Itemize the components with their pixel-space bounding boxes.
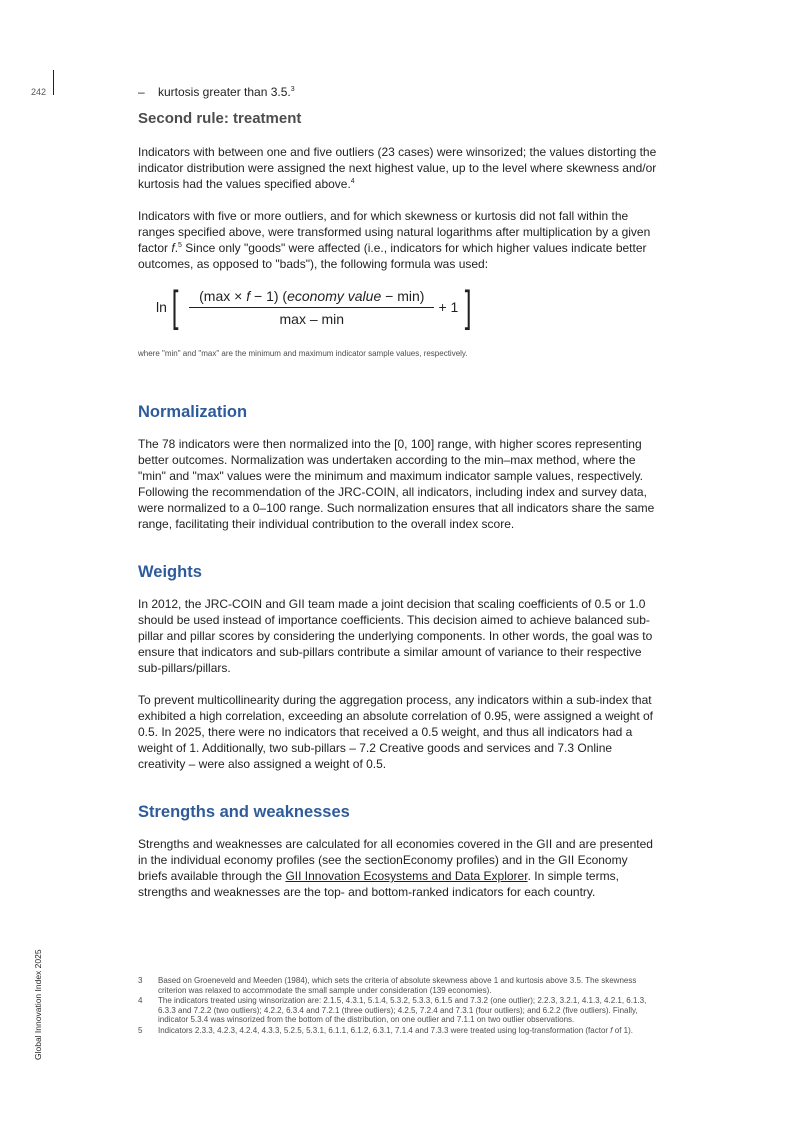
- formula-close-bracket: ]: [465, 282, 472, 331]
- num-part-c: − min): [381, 287, 425, 304]
- footnote-3: [138, 976, 660, 995]
- strengths-paragraph: [138, 836, 660, 900]
- footnote-text: The indicators treated using winsorization are: 2.1.5, 4.3.1, 5.1.4, 5.3.2, 5.3.3, 6.1.5 and 7.3.2 (one outlier); 2.2.3, 3.2.1, 4.1.3, 4.2.1, 6.1.3, 6.3.3 and 7.2.2 (two outliers); 4.2.2, 6.3.4 and 7.2.1 (three outliers); 4.2.5, 7.2.4 and 7.3.1 (four outliers); and 6.2.2 (five outliers). Finally, indicator 5.3.4 was winsorized from the bottom of the distribution, on one outlier and 7.1.1 on two outlier observations.: [158, 996, 647, 1024]
- formula-numerator: [189, 288, 434, 308]
- bullet-kurtosis: [138, 84, 660, 100]
- data-explorer-link[interactable]: GII Innovation Ecosystems and Data Explorer: [285, 869, 528, 883]
- footnote-text: Based on Groeneveld and Meeden (1984), which sets the criteria of absolute skewness above 1 and kurtosis above 3.5. The skewness criterion was relaxed to accommodate the small sample under consideration (139 economies).: [158, 976, 637, 995]
- formula-open-bracket: [: [171, 282, 179, 331]
- bullet-text-content: kurtosis greater than 3.5.: [158, 85, 291, 99]
- weights-heading: Weights: [138, 563, 202, 581]
- footnote-number: 4: [138, 996, 143, 1005]
- footnote-ref-5: 5: [178, 242, 182, 249]
- log-formula: [156, 284, 660, 330]
- formula-ln: ln: [156, 299, 167, 315]
- num-economy-value: economy value: [287, 287, 382, 304]
- num-part-a: (max ×: [199, 287, 247, 304]
- footnote-ref-3: 3: [290, 86, 295, 93]
- log-text-a: Indicators with five or more outliers, and for which skewness or kurtosis did not fall within the ranges specified above, were transformed using natural logarithms after multiplication by a given factor: [138, 209, 651, 255]
- log-text-dot: .: [174, 241, 179, 255]
- winsorization-text: Indicators with between one and five outliers (23 cases) were winsorized; the values distorting the indicator distribution were assigned the next highest value, up to the level where skewness and/or kurtosis had the values specified above.: [138, 145, 657, 191]
- log-transform-paragraph: [138, 208, 660, 272]
- bullet-dash: –: [138, 85, 145, 99]
- footnote-number: 3: [138, 976, 143, 985]
- weights-paragraph-2: To prevent multicollinearity during the aggregation process, any indicators within a sub-index that exhibited a high correlation, exceeding an absolute correlation of 0.95, were assigned a weight of 0.5. In 2025, there were no indicators that received a 0.5 weight, and thus all indicators had a weight of 1. Additionally, two sub-pillars – 7.2 Creative goods and services and 7.3 Online creativity – were also assigned a weight of 0.5.: [138, 693, 653, 771]
- side-running-title: Global Innovation Index 2025: [33, 949, 43, 1060]
- footnote-factor-f: f: [610, 1025, 613, 1035]
- strengths-heading: Strengths and weaknesses: [138, 803, 350, 821]
- formula-caption: where "min" and "max" are the minimum and maximum indicator sample values, respectively.: [138, 349, 468, 358]
- margin-rule: [53, 70, 54, 95]
- footnote-5: [138, 1026, 660, 1036]
- footnote-ref-4: 4: [350, 178, 355, 185]
- normalization-heading: Normalization: [138, 403, 248, 421]
- footnote-text: [158, 1026, 633, 1036]
- formula-denominator: max – min: [279, 310, 345, 327]
- num-factor-f: f: [246, 287, 251, 304]
- strengths-text-a: Strengths and weaknesses are calculated for all economies covered in the GII and are presented in the individual economy profiles (see the sectionEconomy profiles) and in the GII Economy briefs available through the: [138, 837, 653, 883]
- log-text-b: Since only "goods" were affected (i.e., indicators for which higher values indicate better outcomes, as opposed to "bads"), the following formula was used:: [138, 241, 647, 271]
- num-part-b: − 1) (: [250, 287, 288, 304]
- footnotes: [138, 976, 660, 1036]
- strengths-text-b: . In simple terms, strengths and weaknesses are the top- and bottom-ranked indicators for each country.: [138, 869, 619, 899]
- footnote-number: 5: [138, 1025, 143, 1035]
- weights-paragraph-1: In 2012, the JRC-COIN and GII team made a joint decision that scaling coefficients of 0.5 or 1.0 should be used instead of importance coefficients. This decision aimed to achieve balanced sub-pillar and pillar scores by considering the underlying components. In other words, the goal was to ensure that indicators and sub-pillars contribute a similar amount of variance to their respective sub-pillars/pillars.: [138, 597, 653, 675]
- formula-fraction: [189, 288, 434, 327]
- formula-plus-one: + 1: [438, 299, 459, 315]
- normalization-paragraph: The 78 indicators were then normalized into the [0, 100] range, with higher scores representing better outcomes. Normalization was undertaken according to the min–max method, where the "min" and "max" values were the minimum and maximum indicator sample values, respectively. Following the recommendation of the JRC-COIN, all indicators, including index and survey data, were normalized to a 0–100 range. Such normalization ensures that all indicators share the same range, facilitating their individual contribution to the overall index score.: [138, 437, 655, 531]
- page-number: 242: [31, 87, 47, 97]
- footnote-text-b: of 1).: [612, 1025, 633, 1035]
- bullet-text: [158, 84, 295, 100]
- footnote-4: [138, 996, 660, 1025]
- factor-f: f: [171, 241, 175, 255]
- winsorization-paragraph: [138, 144, 660, 192]
- main-content: [138, 84, 660, 916]
- second-rule-heading: Second rule: treatment: [138, 110, 302, 127]
- footnote-text-a: Indicators 2.3.3, 4.2.3, 4.2.4, 4.3.3, 5.2.5, 5.3.1, 6.1.1, 6.1.2, 6.3.1, 7.1.4 and 7.3.3 were treated using log-transformation (factor: [158, 1025, 611, 1035]
